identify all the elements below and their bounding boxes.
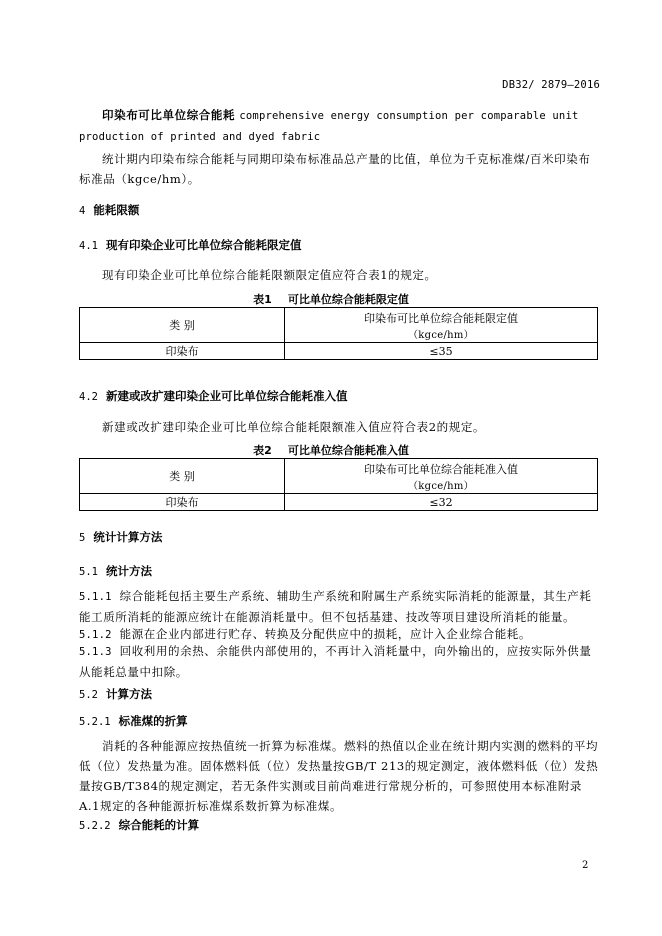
table-header-value [285,459,598,494]
table-header-category: 类 别 [80,459,285,494]
term-title-cn: 印染布可比单位综合能耗 [102,108,236,122]
table-header-unit: （kgce/hm） [408,480,474,492]
section-number: 5.2.1 [79,716,111,728]
table-cell-category: 印染布 [80,343,285,360]
table-row [80,343,598,360]
table-row [80,494,598,511]
section-5-2-1-heading [79,713,188,729]
table-header-unit: （kgce/hm） [408,329,474,341]
table-cell-value: ≤35 [285,343,598,360]
section-4-2-heading [79,388,347,404]
table-1-caption [0,291,662,307]
term-entry [79,105,599,147]
section-title: 统计计算方法 [93,530,163,544]
section-number: 5 [79,532,86,544]
table-header-row [80,459,598,494]
table-1 [79,307,598,360]
clause-number: 5.1.3 [79,646,112,658]
page-number: 2 [582,860,589,871]
table-header-value-label: 印染布可比单位综合能耗准入值 [364,462,518,476]
clause-text: 回收利用的余热、余能供内部使用的，不再计入消耗量中，向外输出的，应按实际外供量从能耗总量中扣除。 [79,644,592,679]
section-title: 标准煤的折算 [118,714,188,728]
table-2 [79,458,598,511]
table-header-value [285,308,598,343]
table-2-caption [0,442,662,458]
section-number: 4.2 [79,391,98,403]
section-5-2-1-text: 消耗的各种能源应按热值统一折算为标准煤。燃料的热值以企业在统计期内实测的燃料的平均低（位）发热量为准。固体燃料低（位）发热量按GB/T 213的规定测定，液体燃料低（位）发热量按GB/T384的规定测定，若无条件实测或目前尚难进行常规分析的，可参照使用本标准附录A.1规定的各种能源折标准煤系数折算为标准煤。 [79,739,599,813]
clause-text: 能源在企业内部进行贮存、转换及分配供应中的损耗，应计入企业综合能耗。 [119,627,532,641]
section-number: 5.1 [79,566,98,578]
table-cell-value: ≤32 [285,494,598,511]
section-number: 5.2.2 [79,820,111,832]
table-header-row [80,308,598,343]
section-4-1-heading [79,237,301,253]
table-label: 表2 [253,444,272,457]
term-title-en: comprehensive energy consumption per comparable unit production of printed and dyed fabric [79,110,579,143]
section-title: 计算方法 [105,687,152,701]
clause-text: 综合能耗包括主要生产系统、辅助生产系统和附属生产系统实际消耗的能源量，其生产耗能工质所消耗的能源应统计在能源消耗量中。但不包括基建、技改等项目建设所消耗的能量。 [79,589,592,624]
section-4-2-text: 新建或改扩建印染企业可比单位综合能耗限额准入值应符合表2的规定。 [102,420,486,434]
section-number: 4.1 [79,240,98,252]
section-5-2-2-heading [79,817,199,833]
table-label: 表1 [253,293,272,306]
clause-number: 5.1.1 [79,591,112,603]
clause-number: 5.1.2 [79,629,112,641]
section-number: 5.2 [79,689,98,701]
section-number: 4 [79,205,86,217]
document-code: DB32/ 2879—2016 [502,79,600,91]
table-header-category: 类 别 [80,308,285,343]
section-4-heading [79,202,139,218]
section-5-1-heading [79,563,152,579]
table-title: 可比单位综合能耗准入值 [287,444,409,457]
section-title: 现有印染企业可比单位综合能耗限定值 [105,238,302,252]
section-5-heading [79,529,162,545]
table-header-value-label: 印染布可比单位综合能耗限定值 [364,311,518,325]
section-4-1-text: 现有印染企业可比单位综合能耗限额限定值应符合表1的规定。 [102,268,437,282]
clause-5-1-1 [79,586,599,627]
table-cell-category: 印染布 [80,494,285,511]
section-5-2-heading [79,686,152,702]
section-title: 新建或改扩建印染企业可比单位综合能耗准入值 [105,389,348,403]
term-definition: 统计期内印染布综合能耗与同期印染布标准品总产量的比值，单位为千克标准煤/百米印染布标准品（kgce/hm）。 [79,152,591,186]
section-title: 能耗限额 [93,203,140,217]
section-title: 统计方法 [105,564,152,578]
section-title: 综合能耗的计算 [118,818,200,832]
table-title: 可比单位综合能耗限定值 [287,293,409,306]
clause-5-1-3 [79,641,599,682]
